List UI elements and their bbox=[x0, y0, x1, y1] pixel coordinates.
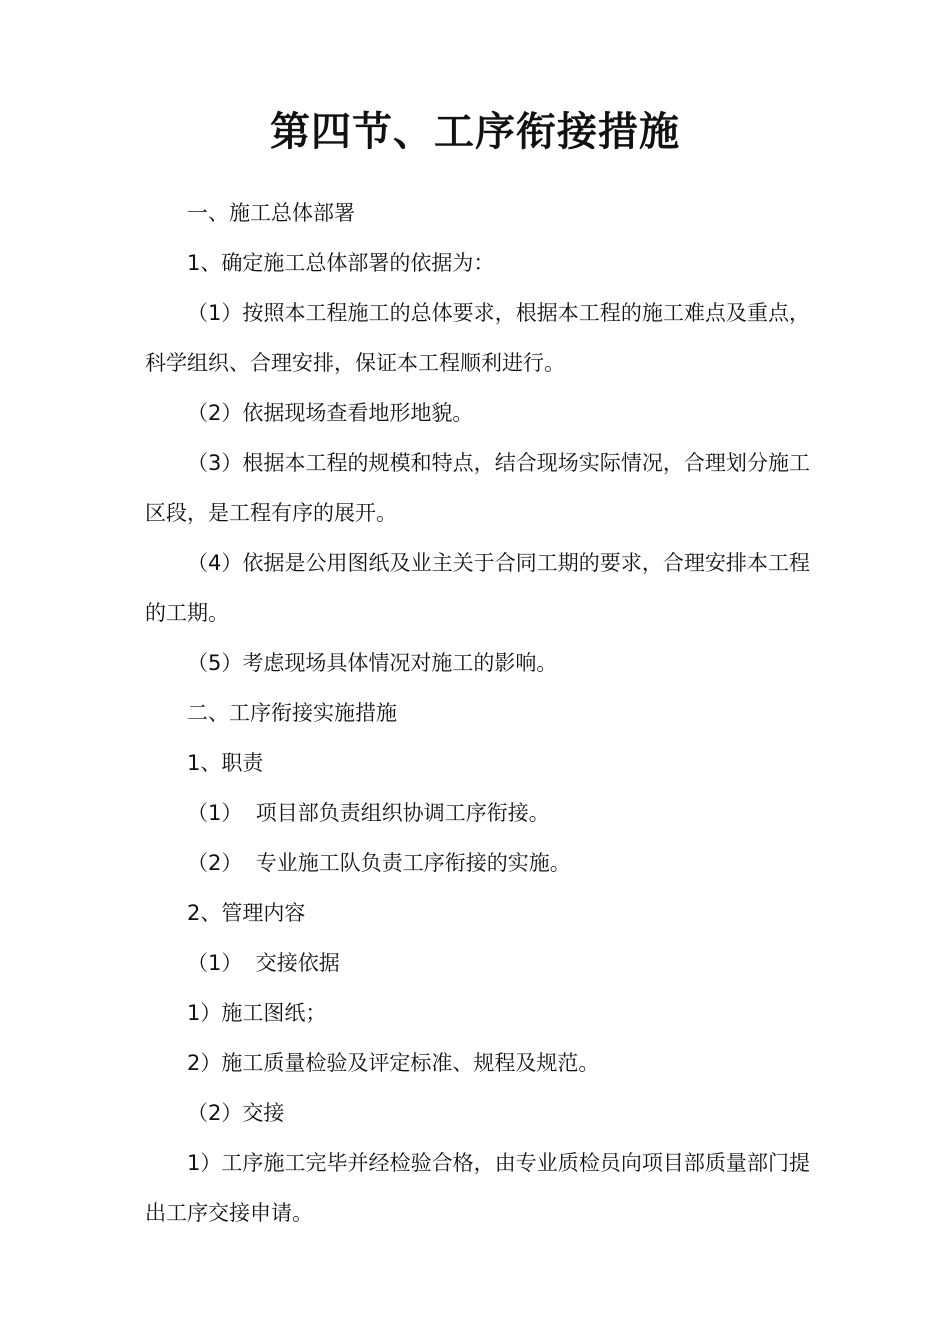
section-heading-1: 一、施工总体部署 bbox=[187, 201, 355, 225]
paragraph: 1、职责 bbox=[187, 751, 264, 775]
paragraph: （2） 专业施工队负责工序衔接的实施。 bbox=[187, 851, 571, 875]
paragraph: （3）根据本工程的规模和特点，结合现场实际情况，合理划分施工区段，是工程有序的展开。 bbox=[145, 451, 810, 525]
paragraph: （1）按照本工程施工的总体要求，根据本工程的施工难点及重点，科学组织、合理安排，保证本工程顺利进行。 bbox=[145, 301, 810, 375]
page-title: 第四节、工序衔接措施 bbox=[270, 109, 680, 155]
paragraph: 2）施工质量检验及评定标准、规程及规范。 bbox=[187, 1051, 600, 1075]
paragraph: （1） 交接依据 bbox=[187, 951, 340, 975]
paragraph: 1、确定施工总体部署的依据为： bbox=[187, 251, 495, 275]
paragraph: 1）施工图纸； bbox=[187, 1001, 327, 1025]
paragraph: （4）依据是公用图纸及业主关于合同工期的要求，合理安排本工程的工期。 bbox=[145, 551, 810, 625]
paragraph: （1） 项目部负责组织协调工序衔接。 bbox=[187, 801, 550, 825]
paragraph: （5）考虑现场具体情况对施工的影响。 bbox=[187, 651, 558, 675]
document-body bbox=[145, 188, 810, 1238]
section-heading-2: 二、工序衔接实施措施 bbox=[187, 701, 397, 725]
paragraph: 1）工序施工完毕并经检验合格，由专业质检员向项目部质量部门提出工序交接申请。 bbox=[145, 1151, 810, 1225]
paragraph: 2、管理内容 bbox=[187, 901, 306, 925]
paragraph: （2）依据现场查看地形地貌。 bbox=[187, 401, 474, 425]
paragraph: （2）交接 bbox=[187, 1101, 285, 1125]
